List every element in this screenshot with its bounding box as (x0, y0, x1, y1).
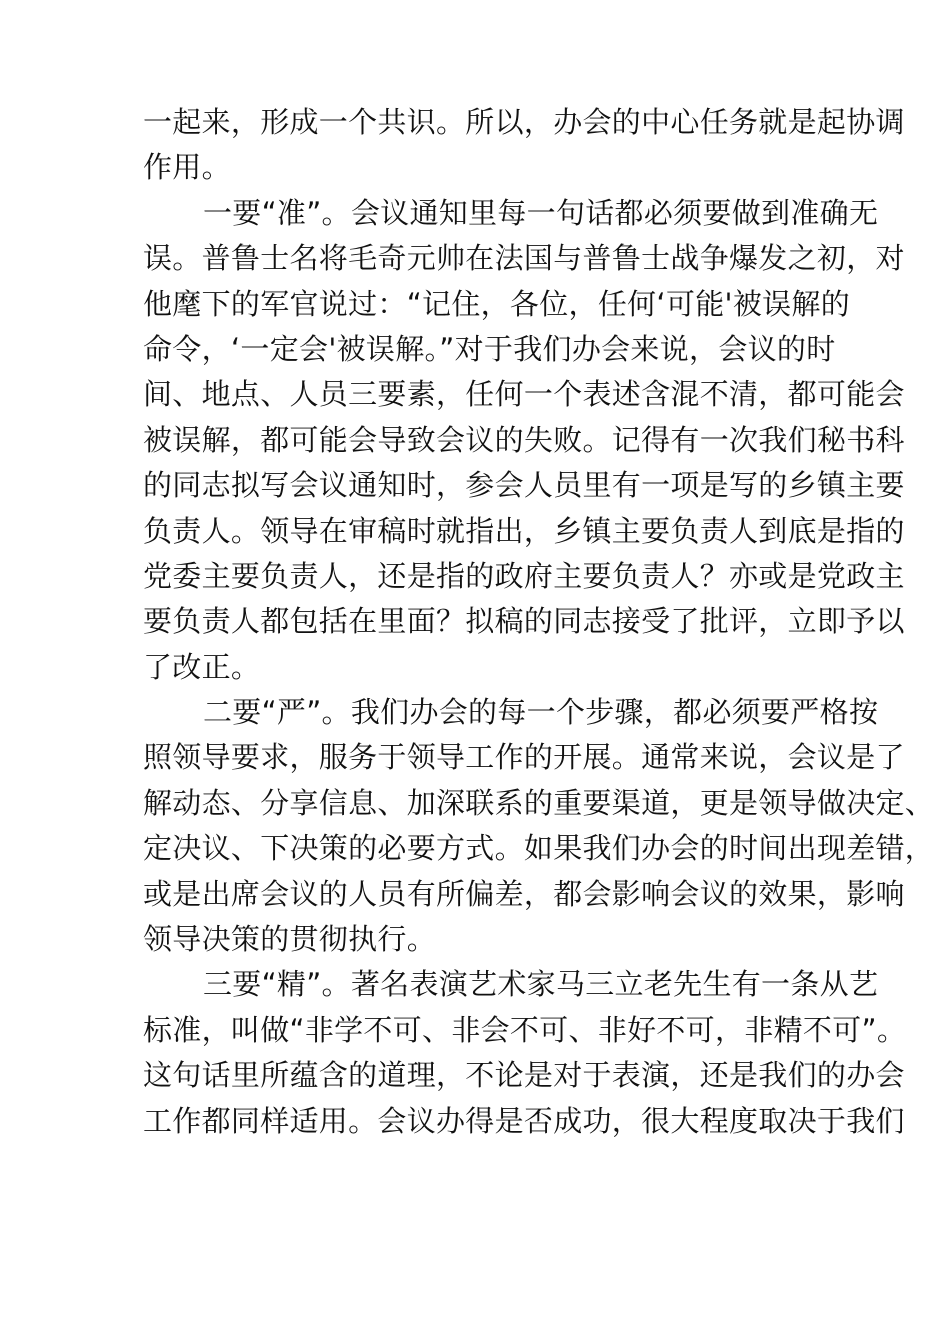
text-line: 标准，叫做“非学不可、非会不可、非好不可，非精不可”。 (143, 1012, 907, 1047)
text-line: 党委主要负责人，还是指的政府主要负责人？亦或是党政主 (143, 558, 905, 593)
text-line: 他麾下的军官说过：“记住，各位，任何‘可能'被误解的 (143, 286, 851, 321)
text-line: 的同志拟写会议通知时，参会人员里有一项是写的乡镇主要 (143, 468, 905, 503)
text-line: 被误解，都可能会导致会议的失败。记得有一次我们秘书科 (143, 422, 905, 457)
text-line: 这句话里所蕴含的道理，不论是对于表演，还是我们的办会 (143, 1058, 905, 1093)
text-line: 定决议、下决策的必要方式。如果我们办会的时间出现差错， (143, 831, 935, 866)
text-line: 误。普鲁士名将毛奇元帅在法国与普鲁士战争爆发之初，对 (143, 241, 905, 276)
text-line: 作用。 (143, 150, 231, 185)
paragraph-heading-line: 三要“精”。著名表演艺术家马三立老先生有一条从艺 (203, 967, 879, 1002)
document-body (143, 100, 935, 1144)
text-line: 要负责人都包括在里面？拟稿的同志接受了批评，立即予以 (143, 604, 905, 639)
text-line: 或是出席会议的人员有所偏差，都会影响会议的效果，影响 (143, 876, 905, 911)
text-line: 照领导要求，服务于领导工作的开展。通常来说，会议是了 (143, 740, 905, 775)
text-line: 解动态、分享信息、加深联系的重要渠道，更是领导做决定、 (143, 785, 935, 820)
text-line: 命令，‘一定会'被误解。”对于我们办会来说，会议的时 (143, 331, 836, 366)
text-line: 工作都同样适用。会议办得是否成功，很大程度取决于我们 (143, 1103, 905, 1138)
text-line: 领导决策的贯彻执行。 (143, 922, 437, 957)
text-line: 负责人。领导在审稿时就指出，乡镇主要负责人到底是指的 (143, 513, 905, 548)
paragraph-heading-line: 一要“准”。会议通知里每一句话都必须要做到准确无 (203, 195, 879, 230)
text-line: 间、地点、人员三要素，任何一个表述含混不清，都可能会 (143, 377, 905, 412)
paragraph-heading-line: 二要“严”。我们办会的每一个步骤，都必须要严格按 (203, 695, 879, 730)
text-line: 一起来，形成一个共识。所以，办会的中心任务就是起协调 (143, 105, 905, 139)
text-line: 了改正。 (143, 649, 261, 684)
